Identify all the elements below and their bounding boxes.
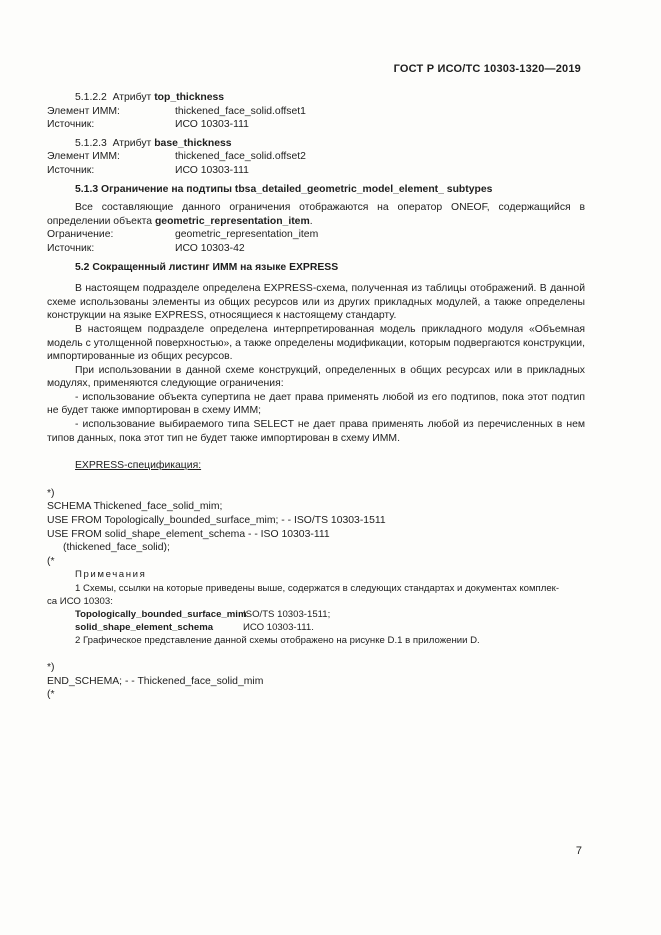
heading-52: 5.2 Сокращенный листинг ИММ на языке EXPRESS (75, 261, 339, 273)
row-value: ИСО 10303-111 (175, 119, 249, 131)
mapping-row (47, 228, 585, 242)
row-key: Источник: (47, 164, 95, 176)
row-key: Элемент ИММ: (47, 105, 120, 117)
row-key: Элемент ИММ: (47, 151, 120, 163)
code-line: USE FROM Topologically_bounded_surface_mim; - - ISO/TS 10303-1511 (47, 515, 386, 527)
note-table-row (47, 608, 585, 621)
code-line: (* (47, 555, 55, 567)
schema-source: ISO/TS 10303-1511; (243, 609, 331, 620)
code-line: (thickened_face_solid); (63, 542, 170, 554)
row-value: ИСО 10303-42 (175, 242, 245, 254)
entity-name: geometric_representation_item (154, 215, 310, 227)
heading-513: 5.1.3 Ограничение на подтипы tbsa_detailed_geometric_model_element_ subtypes (75, 183, 493, 195)
row-value: ИСО 10303-111 (175, 164, 249, 176)
mapping-row (47, 242, 585, 256)
mapping-row (47, 150, 585, 164)
row-key: Источник: (47, 119, 95, 131)
list-item: - использование объекта супертипа не дает права применять любой из его подтипов, пока этот подтип не будет также импортирован в схему ИММ; (47, 391, 585, 417)
attribute-name: top_thickness (154, 92, 225, 103)
paragraph: При использовании в данной схеме конструкций, определенных в общих ресурсах или в прикладных модулях, применяются следующие ограничения: (47, 364, 585, 390)
heading-number: 5.1.2.2 (75, 92, 107, 103)
row-value: thickened_face_solid.offset2 (175, 151, 306, 163)
mapping-row (47, 118, 585, 132)
heading-text: Атрибут (112, 137, 152, 149)
heading-5123 (47, 137, 585, 151)
code-line: (* (47, 689, 55, 701)
heading-text: Атрибут (112, 92, 152, 103)
page-number: 7 (575, 845, 582, 857)
row-key: Ограничение: (47, 229, 114, 241)
para-text: Все составляющие данного ограничения отображаются на оператор ONEOF, содержащийся в определении объекта (47, 202, 585, 227)
code-line: USE FROM solid_shape_element_schema - - ISO 10303-111 (47, 528, 330, 540)
schema-name: solid_shape_element_schema (75, 622, 214, 633)
notes-heading: Примечания (75, 569, 147, 581)
schema-name: Topologically_bounded_surface_mim (75, 609, 247, 620)
standard-header: ГОСТ Р ИСО/ТС 10303-1320—2019 (393, 63, 581, 75)
mapping-row (47, 164, 585, 178)
note-table-row (47, 621, 585, 634)
row-key: Источник: (47, 242, 95, 254)
schema-source: ИСО 10303-111. (243, 622, 314, 633)
paragraph: В настоящем подразделе определена EXPRESS-схема, полученная из таблицы отображений. В данной схеме использованы элементы из общих ресурсов или из других прикладных модулей, а также определены конструкции на языке EXPRESS, относящиеся к настоящему стандарту. (47, 283, 585, 322)
code-line: SCHEMA Thickened_face_solid_mim; (47, 501, 223, 513)
code-line: END_SCHEMA; - - Thickened_face_solid_mim (47, 675, 264, 687)
page-content (47, 91, 585, 702)
spec-label: EXPRESS-спецификация: (75, 460, 202, 472)
note-2: 2 Графическое представление данной схемы отображено на рисунке D.1 в приложении D. (75, 635, 480, 646)
paragraph-513 (47, 201, 585, 228)
para-end: . (309, 215, 313, 227)
heading-5122 (47, 91, 585, 105)
code-line: *) (47, 662, 55, 673)
list-item: - использование выбираемого типа SELECT не дает права применять любой из перечисленных в нем типов данных, пока этот тип не будет также импортирован в схему ИММ. (47, 419, 585, 444)
row-value: thickened_face_solid.offset1 (175, 105, 306, 117)
row-value: geometric_representation_item (175, 229, 319, 241)
code-line: *) (47, 487, 55, 499)
paragraph: В настоящем подразделе определена интерпретированная модель прикладного модуля «Объемная модель с утолщенной поверхностью», а также определены модификации, которым подвергаются конструкции, импортированные из общих ресурсов. (47, 323, 585, 363)
mapping-row (47, 105, 585, 119)
note-1: 1 Схемы, ссылки на которые приведены выше, содержатся в следующих стандартах и документах комплек- (75, 583, 560, 594)
note-1-cont: са ИСО 10303: (47, 596, 113, 607)
heading-number: 5.1.2.3 (75, 137, 107, 149)
attribute-name: base_thickness (154, 137, 232, 149)
